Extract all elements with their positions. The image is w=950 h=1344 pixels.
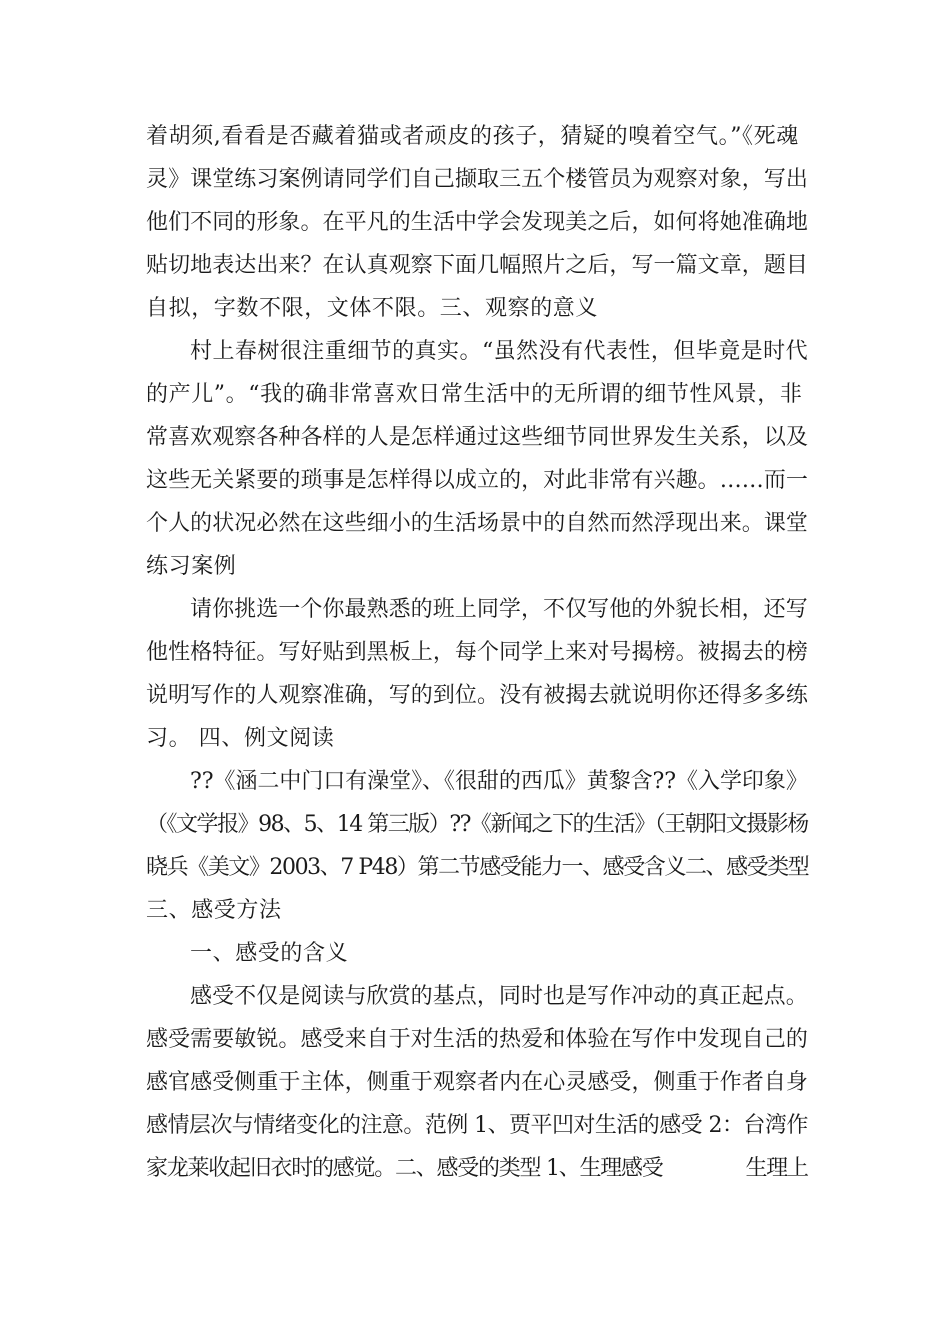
text-line: 个人的状况必然在这些细小的生活场景中的自然而然浮现出来。课堂 — [146, 511, 809, 536]
text-line: 晓兵《美文》2003、7 P48）第二节感受能力一、感受含义二、感受类型 — [146, 855, 809, 880]
text-line: 贴切地表达出来？在认真观察下面几幅照片之后，写一篇文章，题目 — [146, 253, 809, 278]
text-line: 这些无关紧要的琐事是怎样得以成立的，对此非常有兴趣。……而一 — [146, 468, 809, 493]
text-line: 的产儿”。“我的确非常喜欢日常生活中的无所谓的细节性风景，非 — [146, 382, 803, 407]
text-line: 常喜欢观察各种各样的人是怎样通过这些细节同世界发生关系，以及 — [146, 425, 809, 450]
section-heading-line: 习。 四、例文阅读 — [146, 726, 335, 751]
text-line: 他性格特征。写好贴到黑板上，每个同学上来对号揭榜。被揭去的榜 — [146, 640, 809, 665]
paragraph-start: 请你挑选一个你最熟悉的班上同学，不仅写他的外貌长相，还写 — [190, 597, 808, 622]
text-line: 着胡须,看看是否藏着猫或者顽皮的孩子，猜疑的嗅着空气。”《死魂 — [146, 124, 799, 149]
section-heading: 一、感受的含义 — [190, 941, 349, 966]
paragraph-start: 村上春树很注重细节的真实。“虽然没有代表性，但毕竟是时代 — [190, 339, 809, 364]
text-line: 感官感受侧重于主体，侧重于观察者内在心灵感受，侧重于作者自身 — [146, 1070, 809, 1095]
text-line: 家龙莱收起旧衣时的感觉。二、感受的类型 1、生理感受 生理上 — [146, 1156, 808, 1181]
paragraph-start: ??《涵二中门口有澡堂》、《很甜的西瓜》黄黎含??《入学印象》 — [190, 769, 808, 794]
text-line: 三、感受方法 — [146, 898, 282, 923]
text-line: 感受需要敏锐。感受来自于对生活的热爱和体验在写作中发现自己的 — [146, 1027, 809, 1052]
text-line: 练习案例 — [146, 554, 237, 579]
section-heading-line: 自拟，字数不限，文体不限。三、观察的意义 — [146, 296, 599, 321]
text-line: 说明写作的人观察准确，写的到位。没有被揭去就说明你还得多多练 — [146, 683, 809, 708]
text-line: 感情层次与情绪变化的注意。范例 1、贾平凹对生活的感受 2：台湾作 — [146, 1113, 808, 1138]
text-line: 灵》课堂练习案例请同学们自己撷取三五个楼管员为观察对象，写出 — [146, 167, 809, 192]
paragraph-start: 感受不仅是阅读与欣赏的基点，同时也是写作冲动的真正起点。 — [190, 984, 808, 1009]
text-line: （《文学报》98、5、14 第三版）??《新闻之下的生活》（王朝阳文摄影杨 — [146, 812, 808, 837]
text-line: 他们不同的形象。在平凡的生活中学会发现美之后，如何将她准确地 — [146, 210, 809, 235]
